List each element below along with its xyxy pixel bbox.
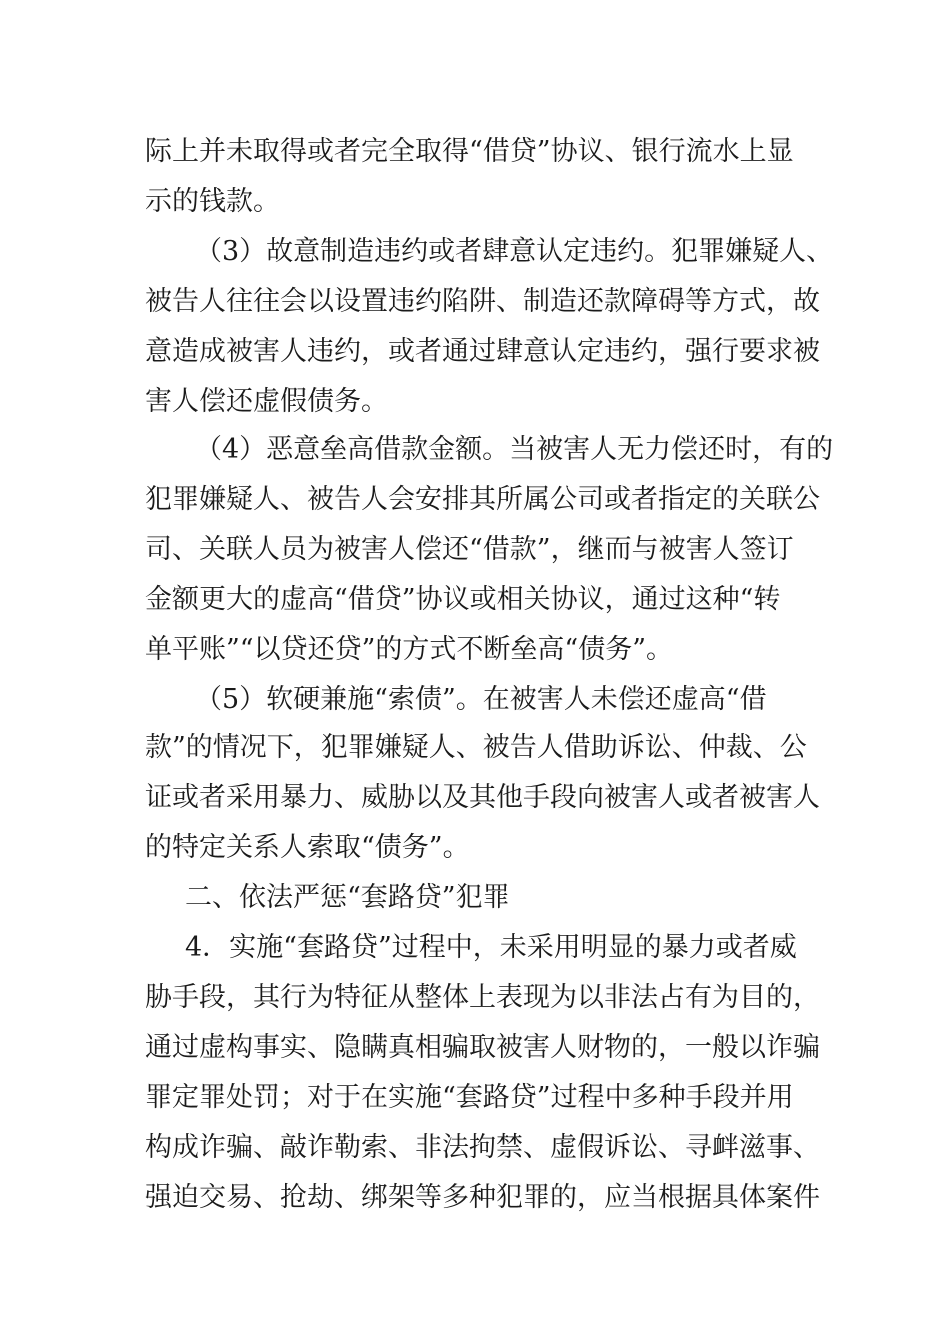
text-line-3: （3）故意制造违约或者肆意认定违约。犯罪嫌疑人、 xyxy=(195,236,834,267)
text-line-9: 司、关联人员为被害人偿还“借款”，继而与被害人签订 xyxy=(145,534,794,565)
text-line-2: 示的钱款。 xyxy=(145,186,280,217)
text-line-13: 款”的情况下，犯罪嫌疑人、被告人借助诉讼、仲裁、公 xyxy=(145,732,807,763)
text-line-8: 犯罪嫌疑人、被告人会安排其所属公司或者指定的关联公 xyxy=(145,484,820,515)
text-line-4: 被告人往往会以设置违约陷阱、制造还款障碍等方式，故 xyxy=(145,286,820,317)
text-line-10: 金额更大的虚高“借贷”协议或相关协议，通过这种“转 xyxy=(145,584,781,615)
text-line-14: 证或者采用暴力、威胁以及其他手段向被害人或者被害人 xyxy=(145,782,820,813)
text-line-12: （5）软硬兼施“索债”。在被害人未偿还虚高“借 xyxy=(195,684,767,715)
text-line-18: 胁手段，其行为特征从整体上表现为以非法占有为目的， xyxy=(145,982,820,1013)
text-line-5: 意造成被害人违约，或者通过肆意认定违约，强行要求被 xyxy=(145,336,820,367)
text-line-22: 强迫交易、抢劫、绑架等多种犯罪的，应当根据具体案件 xyxy=(145,1182,820,1213)
text-line-11: 单平账”“以贷还贷”的方式不断垒高“债务”。 xyxy=(145,634,674,665)
text-line-19: 通过虚构事实、隐瞒真相骗取被害人财物的，一般以诈骗 xyxy=(145,1032,820,1063)
text-line-17: 4．实施“套路贷”过程中，未采用明显的暴力或者威 xyxy=(185,932,797,963)
section-heading: 二、依法严惩“套路贷”犯罪 xyxy=(185,882,510,913)
text-line-1: 际上并未取得或者完全取得“借贷”协议、银行流水上显 xyxy=(145,136,794,167)
text-line-6: 害人偿还虚假债务。 xyxy=(145,386,388,417)
text-line-15: 的特定关系人索取“债务”。 xyxy=(145,832,470,863)
text-line-20: 罪定罪处罚；对于在实施“套路贷”过程中多种手段并用 xyxy=(145,1082,794,1113)
text-line-7: （4）恶意垒高借款金额。当被害人无力偿还时，有的 xyxy=(195,434,834,465)
text-line-21: 构成诈骗、敲诈勒索、非法拘禁、虚假诉讼、寻衅滋事、 xyxy=(145,1132,820,1163)
